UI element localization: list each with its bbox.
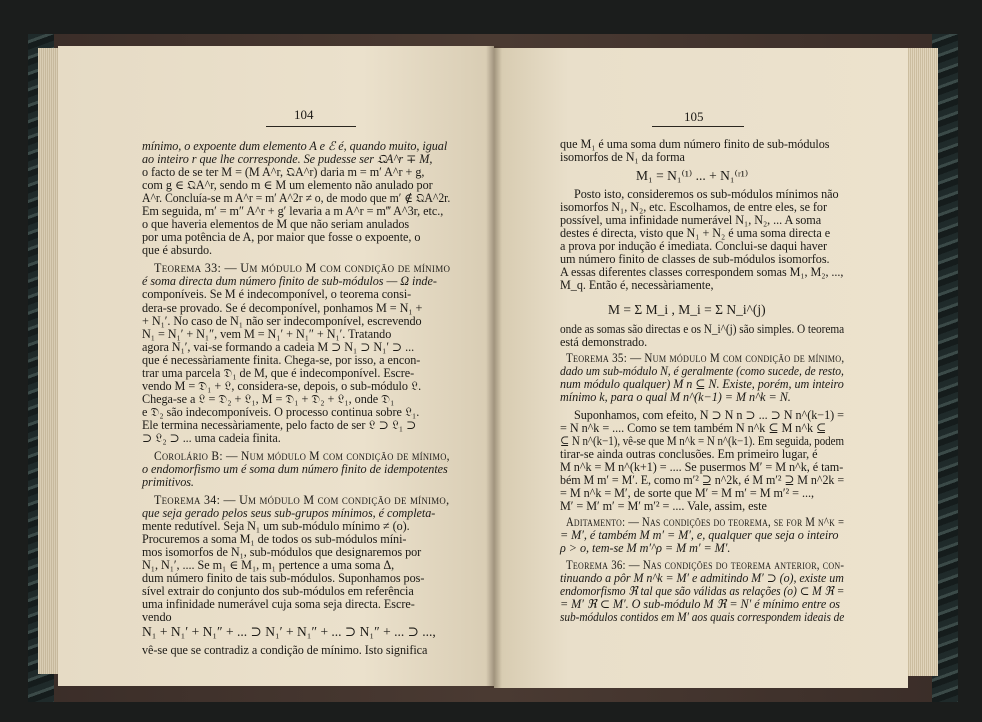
text-line: A essas diferentes classes correspondem somas M₁, M₂, ..., bbox=[560, 265, 844, 279]
text-line: tinuando a pôr M n^k = M′ e admitindo M′ ⊃ (o), existe um bbox=[560, 571, 844, 585]
text-line: endomorfismo ℜ tal que são válidas as relações (o) ⊂ M ℜ = bbox=[560, 584, 845, 598]
page-edges-left bbox=[38, 48, 60, 674]
text-line: N₁ + N₁′ + N₁″ + ... ⊃ N₁′ + N₁″ + ... ⊃ N₁″ + ... ⊃ ..., bbox=[142, 624, 436, 639]
text-line: o endomorfismo um é soma dum número finito de idempotentes bbox=[142, 462, 448, 476]
text-line: mínimo, o expoente dum elemento A e ℰ é, quando muito, igual bbox=[142, 139, 448, 153]
text-line: Teorema 34: — Um módulo M com condição de mínimo, bbox=[154, 493, 450, 507]
text-line: sub-módulos contidos em M′ aos quais correspondem ideais de bbox=[560, 610, 845, 624]
text-line: agora N₁′, vai-se formando a cadeia M ⊃ N₁ ⊃ N₁′ ⊃ ... bbox=[142, 340, 415, 354]
text-line: M′ = M′ m′ = M′ m′² = .... Vale, assim, este bbox=[560, 499, 767, 513]
text-line: primitivos. bbox=[142, 475, 194, 489]
text-line: num módulo qualquer) M n ⊆ N. Existe, porém, um inteiro bbox=[560, 377, 844, 391]
right-page bbox=[494, 48, 908, 688]
text-line: a prova por indução é imediata. Conclui-se daqui haver bbox=[560, 239, 828, 253]
text-line: + N₁′. No caso de N₁ não ser indecomponível, escrevendo bbox=[142, 314, 422, 328]
text-line: uma infinidade numerável cuja soma seja directa. Escre- bbox=[142, 597, 415, 611]
text-line: componíveis. Se M é indecomponível, o teorema consi- bbox=[142, 287, 412, 301]
text-line: Procuremos a soma M₁ de todos os sub-módulos míni- bbox=[142, 532, 407, 546]
text-line: = M′ ℜ ⊂ M′. O sub-módulo M ℜ = N′ é mínimo entre os bbox=[560, 597, 840, 611]
text-line: o que haveria elementos de M que não seriam anulados bbox=[142, 217, 410, 231]
text-line: dado um sub-módulo N, é geralmente (como sucede, de resto, bbox=[560, 364, 844, 378]
page-number: 105 bbox=[684, 109, 704, 124]
page-number: 104 bbox=[294, 107, 314, 122]
text-line: N₁ = N₁′ + N₁″, vem M = N₁′ + N₁″ + N₁′. Tratando bbox=[142, 327, 392, 341]
text-line: isomorfos de N₁ da forma bbox=[560, 150, 685, 164]
text-line: Teorema 36: — Nas condições do teorema anterior, con- bbox=[566, 558, 845, 572]
text-line: dera-se provado. Se é decomponível, ponhamos M = N₁ + bbox=[142, 301, 423, 315]
text-line: Teorema 35: — Num módulo M com condição de mínimo, bbox=[566, 351, 845, 365]
text-line: tirar-se ainda outras conclusões. Em primeiro lugar, é bbox=[560, 447, 818, 461]
text-line: destes é directa, visto que N₁ + N₂ é uma soma directa e bbox=[560, 226, 831, 240]
text-line: Corolário B: — Num módulo M com condição de mínimo, bbox=[154, 449, 450, 463]
text-line: onde as somas são directas e os N_i^(j) são simples. O teorema bbox=[560, 322, 845, 336]
text-line: Posto isto, consideremos os sub-módulos mínimos não bbox=[574, 187, 839, 201]
text-line: por uma potência de A, por maior que fosse o expoente, o bbox=[142, 230, 421, 244]
text-line: vendo bbox=[142, 610, 172, 624]
text-line: M n^k = M n^(k+1) = .... Se pusermos M′ = M n^k, é tam- bbox=[560, 460, 844, 474]
header-rule bbox=[266, 126, 356, 127]
text-line: que é necessàriamente finita. Chega-se, por isso, a encon- bbox=[142, 353, 421, 367]
header-rule bbox=[652, 126, 744, 127]
text-line: mínimo k, para o qual M n^(k−1) = M n^k = N. bbox=[560, 390, 791, 404]
text-line: mente redutível. Seja N₁ um sub-módulo mínimo ≠ (o). bbox=[142, 519, 410, 533]
text-line: é soma directa dum número finito de sub-módulos — Ω inde- bbox=[142, 274, 437, 288]
text-line: Aditamento: — Nas condições do teorema, se for M n^k = bbox=[566, 515, 845, 529]
text-line: que seja gerado pelos seus sub-grupos mínimos, é completa- bbox=[142, 506, 436, 520]
text-line: N₁, N₁′, .... Se m₁ ∈ M₁, m₁ pertence a uma soma Δ, bbox=[142, 558, 395, 572]
text-line: sível extrair do conjunto dos sub-módulos em referência bbox=[142, 584, 414, 598]
text-line: ⊃ 𝔏₂ ⊃ ... uma cadeia finita. bbox=[142, 431, 281, 445]
text-line: e 𝔇₂ são indecomponíveis. O processo continua sobre 𝔏₁. bbox=[142, 405, 420, 419]
text-line: vendo M = 𝔇₁ + 𝔏, considera-se, depois, o sub-módulo 𝔏. bbox=[142, 379, 422, 393]
text-line: mos isomorfos de N₁, sub-módulos que designaremos por bbox=[142, 545, 422, 559]
text-line: vê-se que se contradiz a condição de mínimo. Isto significa bbox=[142, 643, 428, 657]
text-line: ⊆ N n^(k−1), vê-se que M n^k = N n^(k−1). Em seguida, podem bbox=[560, 434, 844, 448]
text-line: Ele termina necessàriamente, pelo facto de ser 𝔏 ⊃ 𝔏₁ ⊃ bbox=[142, 418, 417, 432]
page-edges-right bbox=[906, 48, 938, 676]
text-line: Chega-se a 𝔏 = 𝔇₂ + 𝔏₁, M = 𝔇₁ + 𝔇₂ + 𝔏₁, onde 𝔇₁ bbox=[142, 392, 395, 406]
text-line: M = Σ M_i , M_i = Σ N_i^(j) bbox=[608, 302, 766, 317]
left-page bbox=[58, 46, 494, 686]
text-line: A^r. Concluía-se m A^r = m′ A^2r ≠ o, de modo que m′ ∉ 𝔔A^2r. bbox=[142, 191, 451, 205]
text-line: ao inteiro r que lhe corresponde. Se pudesse ser 𝔔A^r ∓ M, bbox=[142, 152, 433, 166]
text-line: está demonstrado. bbox=[560, 335, 648, 349]
text-line: = N n^k = .... Como se tem também N n^k ⊆ M n^k ⊆ bbox=[560, 421, 827, 435]
text-line: M_q. Então é, necessàriamente, bbox=[560, 278, 714, 292]
text-line: Suponhamos, com efeito, N ⊃ N n ⊃ ... ⊃ N n^(k−1) = bbox=[574, 408, 844, 422]
text-line: o facto de se ter M = (M A^r, 𝔔A^r) daria m = m′ A^r + g, bbox=[142, 165, 425, 179]
text-line: dum número finito de tais sub-módulos. Suponhamos pos- bbox=[142, 571, 425, 585]
text-line: possível, uma infinidade numerável N₁, N₂, ... A soma bbox=[560, 213, 822, 227]
text-line: = M′, é também M m′ = M′, e, qualquer que seja o inteiro bbox=[560, 528, 839, 542]
text-line: Teorema 33: — Um módulo M com condição de mínimo bbox=[154, 261, 451, 275]
text-line: trar uma parcela 𝔇₁ de M, que é indecomponível. Escre- bbox=[142, 366, 415, 380]
text-line: um número finito de classes de sub-módulos isomorfos. bbox=[560, 252, 830, 266]
text-line: bém M m′ = M′. E, como m′² ⊇ n^2k, é M m′² ⊇ M n^2k = bbox=[560, 473, 845, 487]
text-line: com g ∈ 𝔔A^r, sendo m ∈ M um elemento não anulado por bbox=[142, 178, 433, 192]
book-gutter bbox=[486, 46, 502, 688]
text-line: ρ > o, tem-se M m′^ρ = M m′ = M′. bbox=[560, 541, 731, 555]
text-line: = M n^k = M′, de sorte que M′ = M m′ = M m′² = ..., bbox=[560, 486, 814, 500]
text-line: que M₁ é uma soma dum número finito de sub-módulos bbox=[560, 137, 830, 151]
text-line: M₁ = N₁⁽¹⁾ ... + N₁⁽ʳ¹⁾ bbox=[636, 168, 749, 183]
text-line: isomorfos N₁, N₂, etc. Escolhamos, de entre eles, se for bbox=[560, 200, 827, 214]
text-line: que é absurdo. bbox=[142, 243, 213, 257]
text-line: Em seguida, m′ = m″ A^r + g′ levaria a m A^r = m‴ A^3r, etc., bbox=[142, 204, 444, 218]
